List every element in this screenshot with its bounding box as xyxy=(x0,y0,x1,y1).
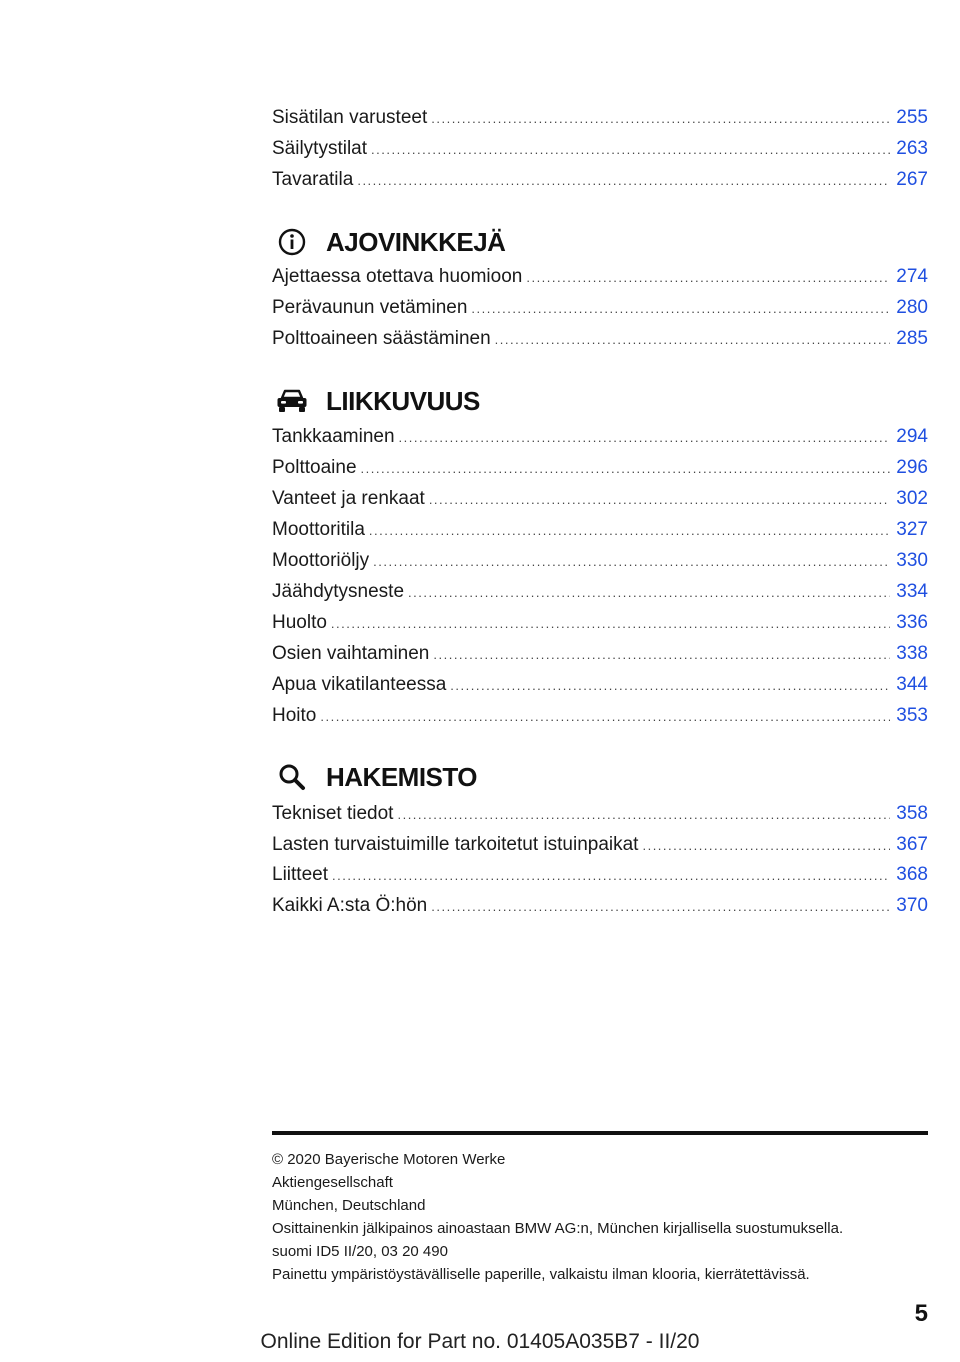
dot-leader xyxy=(408,579,890,606)
toc-entry-page[interactable]: 255 xyxy=(896,107,928,128)
section-heading-label: LIIKKUVUUS xyxy=(326,385,480,416)
toc-entry-page[interactable]: 370 xyxy=(896,895,928,916)
dot-leader xyxy=(320,703,890,730)
dot-leader xyxy=(526,264,890,291)
search-icon xyxy=(272,757,312,797)
dot-leader xyxy=(332,862,890,889)
dot-leader xyxy=(429,486,890,513)
imprint-line: suomi ID5 II/20, 03 20 490 xyxy=(272,1243,448,1260)
toc-entry-page[interactable]: 330 xyxy=(896,550,928,571)
toc-entry-title: Polttoaineen säästäminen xyxy=(272,328,491,349)
toc-entry-page[interactable]: 368 xyxy=(896,864,928,885)
toc-entry-page[interactable]: 353 xyxy=(896,705,928,726)
car-icon xyxy=(272,381,312,421)
toc-entry[interactable] xyxy=(272,702,928,730)
toc-entry-title: Moottoritila xyxy=(272,519,365,540)
toc-entry-title: Tavaratila xyxy=(272,169,354,190)
toc-entry-title: Lasten turvaistuimille tarkoitetut istuinpaikat xyxy=(272,834,639,855)
imprint-line: Osittainenkin jälkipainos ainoastaan BMW AG:n, München kirjallisella suostumuksella. xyxy=(272,1220,844,1237)
toc-entry-title: Osien vaihtaminen xyxy=(272,643,430,664)
toc-entry-title: Ajettaessa otettava huomioon xyxy=(272,266,523,287)
toc-entry[interactable] xyxy=(272,640,928,668)
toc-entry-page[interactable]: 358 xyxy=(896,803,928,824)
toc-entry-title: Vanteet ja renkaat xyxy=(272,488,425,509)
imprint-line: Aktiengesellschaft xyxy=(272,1174,393,1191)
dot-leader xyxy=(373,548,890,575)
dot-leader xyxy=(431,105,890,132)
toc-entry[interactable] xyxy=(272,325,928,353)
toc-entry[interactable] xyxy=(272,671,928,699)
toc-entry-title: Jäähdytysneste xyxy=(272,581,405,602)
page-number: 5 xyxy=(914,1300,928,1327)
toc-entry-page[interactable]: 367 xyxy=(896,834,928,855)
section-heading-label: AJOVINKKEJÄ xyxy=(326,226,506,257)
dot-leader xyxy=(495,326,891,353)
toc-entry-title: Huolto xyxy=(272,612,327,633)
toc-entry-title: Kaikki A:sta Ö:hön xyxy=(272,895,428,916)
toc-entry-title: Perävaunun vetäminen xyxy=(272,297,468,318)
toc-entry-page[interactable]: 344 xyxy=(896,674,928,695)
toc-entry-page[interactable]: 338 xyxy=(896,643,928,664)
toc-entry[interactable] xyxy=(272,892,928,920)
dot-leader xyxy=(371,136,890,163)
dot-leader xyxy=(471,295,890,322)
section-heading-label: HAKEMISTO xyxy=(326,761,478,792)
toc-entry-title: Säilytystilat xyxy=(272,138,368,159)
toc-entry[interactable] xyxy=(272,485,928,513)
dot-leader xyxy=(431,893,890,920)
toc-entry-title: Apua vikatilanteessa xyxy=(272,674,447,695)
toc-entry[interactable] xyxy=(272,609,928,637)
toc-entry-page[interactable]: 274 xyxy=(896,266,928,287)
toc-entry-page[interactable]: 327 xyxy=(896,519,928,540)
toc-entry-page[interactable]: 336 xyxy=(896,612,928,633)
dot-leader xyxy=(642,832,890,859)
imprint-line: München, Deutschland xyxy=(272,1197,426,1214)
toc-entry-page[interactable]: 285 xyxy=(896,328,928,349)
toc-entry-page[interactable]: 296 xyxy=(896,457,928,478)
toc-entry[interactable] xyxy=(272,861,928,889)
toc-entry[interactable] xyxy=(272,263,928,291)
toc-entry-page[interactable]: 280 xyxy=(896,297,928,318)
dot-leader xyxy=(369,517,890,544)
toc-entry[interactable] xyxy=(272,104,928,132)
dot-leader xyxy=(361,455,891,482)
toc-entry-title: Tekniset tiedot xyxy=(272,803,394,824)
imprint-line: © 2020 Bayerische Motoren Werke xyxy=(272,1151,506,1168)
toc-entry[interactable] xyxy=(272,423,928,451)
toc-entry[interactable] xyxy=(272,547,928,575)
section-heading xyxy=(272,757,928,797)
section-heading xyxy=(272,222,928,262)
toc-entry[interactable] xyxy=(272,135,928,163)
toc-entry-title: Hoito xyxy=(272,705,317,726)
toc-entry-page[interactable]: 334 xyxy=(896,581,928,602)
toc-entry-page[interactable]: 302 xyxy=(896,488,928,509)
footer-edition: Online Edition for Part no. 01405A035B7 - II/20 xyxy=(260,1330,700,1353)
toc-entry[interactable] xyxy=(272,454,928,482)
toc-entry-page[interactable]: 263 xyxy=(896,138,928,159)
dot-leader xyxy=(331,610,890,637)
toc-entry-title: Polttoaine xyxy=(272,457,357,478)
toc-entry-title: Tankkaaminen xyxy=(272,426,395,447)
dot-leader xyxy=(357,167,890,194)
imprint-line: Painettu ympäristöystävälliselle paperille, valkaistu ilman klooria, kierrätettävissä. xyxy=(272,1266,810,1283)
toc-entry[interactable] xyxy=(272,294,928,322)
dot-leader xyxy=(433,641,890,668)
dot-leader xyxy=(397,801,890,828)
dot-leader xyxy=(450,672,890,699)
info-icon xyxy=(272,222,312,262)
toc-entry[interactable] xyxy=(272,578,928,606)
toc-entry[interactable] xyxy=(272,516,928,544)
divider-rule xyxy=(272,1131,928,1135)
toc-entry-page[interactable]: 294 xyxy=(896,426,928,447)
dot-leader xyxy=(399,424,891,451)
toc-entry-title: Liitteet xyxy=(272,864,328,885)
toc-entry[interactable] xyxy=(272,800,928,828)
toc-entry-title: Moottoriöljy xyxy=(272,550,370,571)
toc-entry-page[interactable]: 267 xyxy=(896,169,928,190)
imprint xyxy=(272,1148,928,1286)
toc-entry[interactable] xyxy=(272,166,928,194)
section-heading xyxy=(272,381,928,421)
toc-entry-title: Sisätilan varusteet xyxy=(272,107,428,128)
toc-entry[interactable] xyxy=(272,831,928,859)
